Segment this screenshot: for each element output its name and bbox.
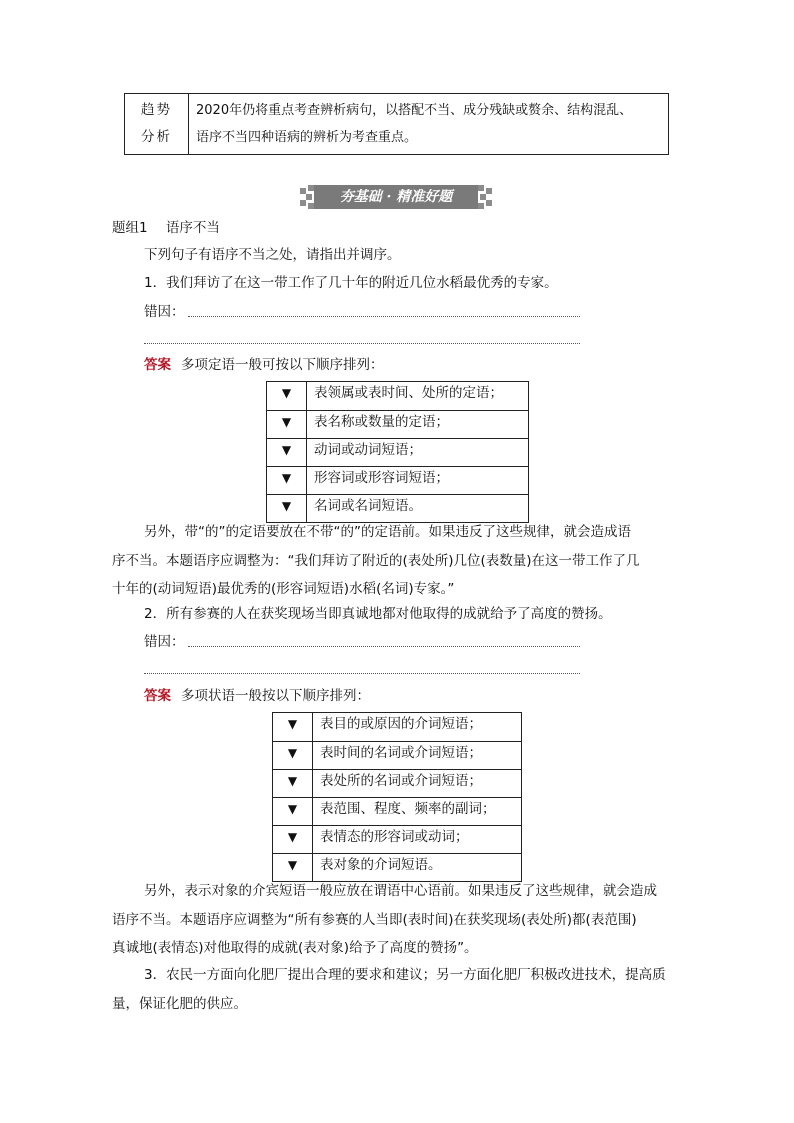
group-number: 题组1: [112, 220, 148, 236]
q1-text: 1．我们拜访了在这一带工作了几十年的附近几位水稻最优秀的专家。: [144, 275, 558, 291]
order-item: 表处所的名词或介词短语；: [320, 773, 482, 789]
q2-explain-line2: 语序不当。本题语序应调整为“所有参赛的人当即(表时间)在获奖现场(表处所)都(表范围): [112, 911, 637, 928]
trend-text-line1: 2020年仍将重点考查辨析病句，以搭配不当、成分残缺或赘余、结构混乱、: [196, 103, 633, 118]
q2-order-table: [272, 712, 522, 882]
q2-explain-line1: 另外，表示对象的介宾短语一般应放在谓语中心语前。如果违反了这些规律，就会造成: [144, 883, 657, 899]
banner-title: 夯基础 · 精准好题: [339, 189, 453, 205]
trend-label-cell: [125, 94, 189, 154]
q1-order-table: [266, 381, 529, 523]
q3-text-line1: 3．农民一方面向化肥厂提出合理的要求和建议；另一方面化肥厂积极改进技术，提高质: [144, 967, 666, 983]
triangle-down-icon: ▼: [267, 439, 307, 466]
order-item: 表范围、程度、频率的副词；: [320, 801, 496, 817]
order-item: 动词或动词短语；: [314, 442, 422, 458]
table-row: [273, 797, 521, 825]
q3-text-line2: 量，保证化肥的供应。: [112, 995, 247, 1012]
table-row: [267, 438, 528, 466]
order-item: 名词或名词短语。: [314, 498, 422, 514]
table-row: [267, 382, 528, 410]
q1-answer-intro: 多项定语一般可按以下顺序排列：: [181, 357, 384, 373]
group-title: 语序不当: [165, 220, 220, 236]
trend-text-line2: 语序不当四种语病的辨析为考查重点。: [196, 130, 418, 145]
triangle-down-icon: ▼: [273, 826, 313, 853]
q1-explain-line2: 序不当。本题语序应调整为：“我们拜访了附近的(表处所)几位(表数量)在这一带工作了几: [112, 552, 640, 569]
section-banner: [300, 182, 492, 212]
q2-explanation: [112, 877, 682, 963]
q1-answer-line-2: [144, 343, 580, 344]
triangle-down-icon: ▼: [273, 713, 313, 741]
table-row: [267, 466, 528, 494]
q2-answer: [144, 686, 370, 706]
q1-error-label: 错因：: [144, 304, 185, 320]
order-item: 表目的或原因的介词短语；: [320, 716, 482, 732]
order-item: 表领属或表时间、处所的定语；: [314, 385, 503, 401]
q2-explain-line3: 真诚地(表情态)对他取得的成就(表对象)给予了高度的赞扬”。: [112, 940, 478, 956]
triangle-down-icon: ▼: [273, 854, 313, 881]
table-row: [273, 769, 521, 797]
triangle-down-icon: ▼: [273, 798, 313, 825]
q1-answer: [144, 355, 384, 375]
order-item: 表名称或数量的定语；: [314, 414, 449, 430]
q2-text: 2．所有参赛的人在获奖现场当即真诚地都对他取得的成就给予了高度的赞扬。: [144, 606, 612, 622]
order-item: 表情态的形容词或动词；: [320, 829, 469, 845]
triangle-down-icon: ▼: [273, 770, 313, 797]
order-item: 表对象的介词短语。: [320, 857, 442, 873]
q1-answer-tag: 答案: [144, 357, 171, 373]
q2-error-label: 错因：: [144, 634, 185, 650]
triangle-down-icon: ▼: [267, 382, 307, 410]
table-row: [273, 741, 521, 769]
instruction-text: 下列句子有语序不当之处，请指出并调序。: [144, 247, 401, 263]
trend-analysis-table: [124, 93, 669, 155]
q2-answer-intro: 多项状语一般按以下顺序排列：: [181, 688, 370, 704]
order-item: 形容词或形容词短语；: [314, 470, 449, 486]
table-row: [273, 713, 521, 741]
group-heading: [112, 218, 220, 238]
triangle-down-icon: ▼: [267, 467, 307, 494]
triangle-down-icon: ▼: [267, 495, 307, 522]
q3-text: [112, 961, 682, 1018]
triangle-down-icon: ▼: [267, 411, 307, 438]
q1-answer-line-1: [188, 316, 580, 317]
q1-explanation: [112, 518, 682, 604]
triangle-down-icon: ▼: [273, 742, 313, 769]
q2-answer-line-2: [144, 673, 580, 674]
q1-explain-line1: 另外，带“的”的定语要放在不带“的”的定语前。如果违反了这些规律，就会造成语: [144, 524, 631, 540]
q2-answer-line-1: [188, 646, 580, 647]
trend-text-cell: [189, 94, 632, 154]
table-row: [273, 825, 521, 853]
order-item: 表时间的名词或介词短语；: [320, 745, 482, 761]
q1-explain-line3: 十年的(动词短语)最优秀的(形容词短语)水稻(名词)专家。”: [112, 581, 455, 597]
trend-label-line1: 趋势: [141, 102, 172, 118]
table-row: [267, 410, 528, 438]
trend-label-line2: 分析: [141, 129, 172, 145]
q2-answer-tag: 答案: [144, 688, 171, 704]
